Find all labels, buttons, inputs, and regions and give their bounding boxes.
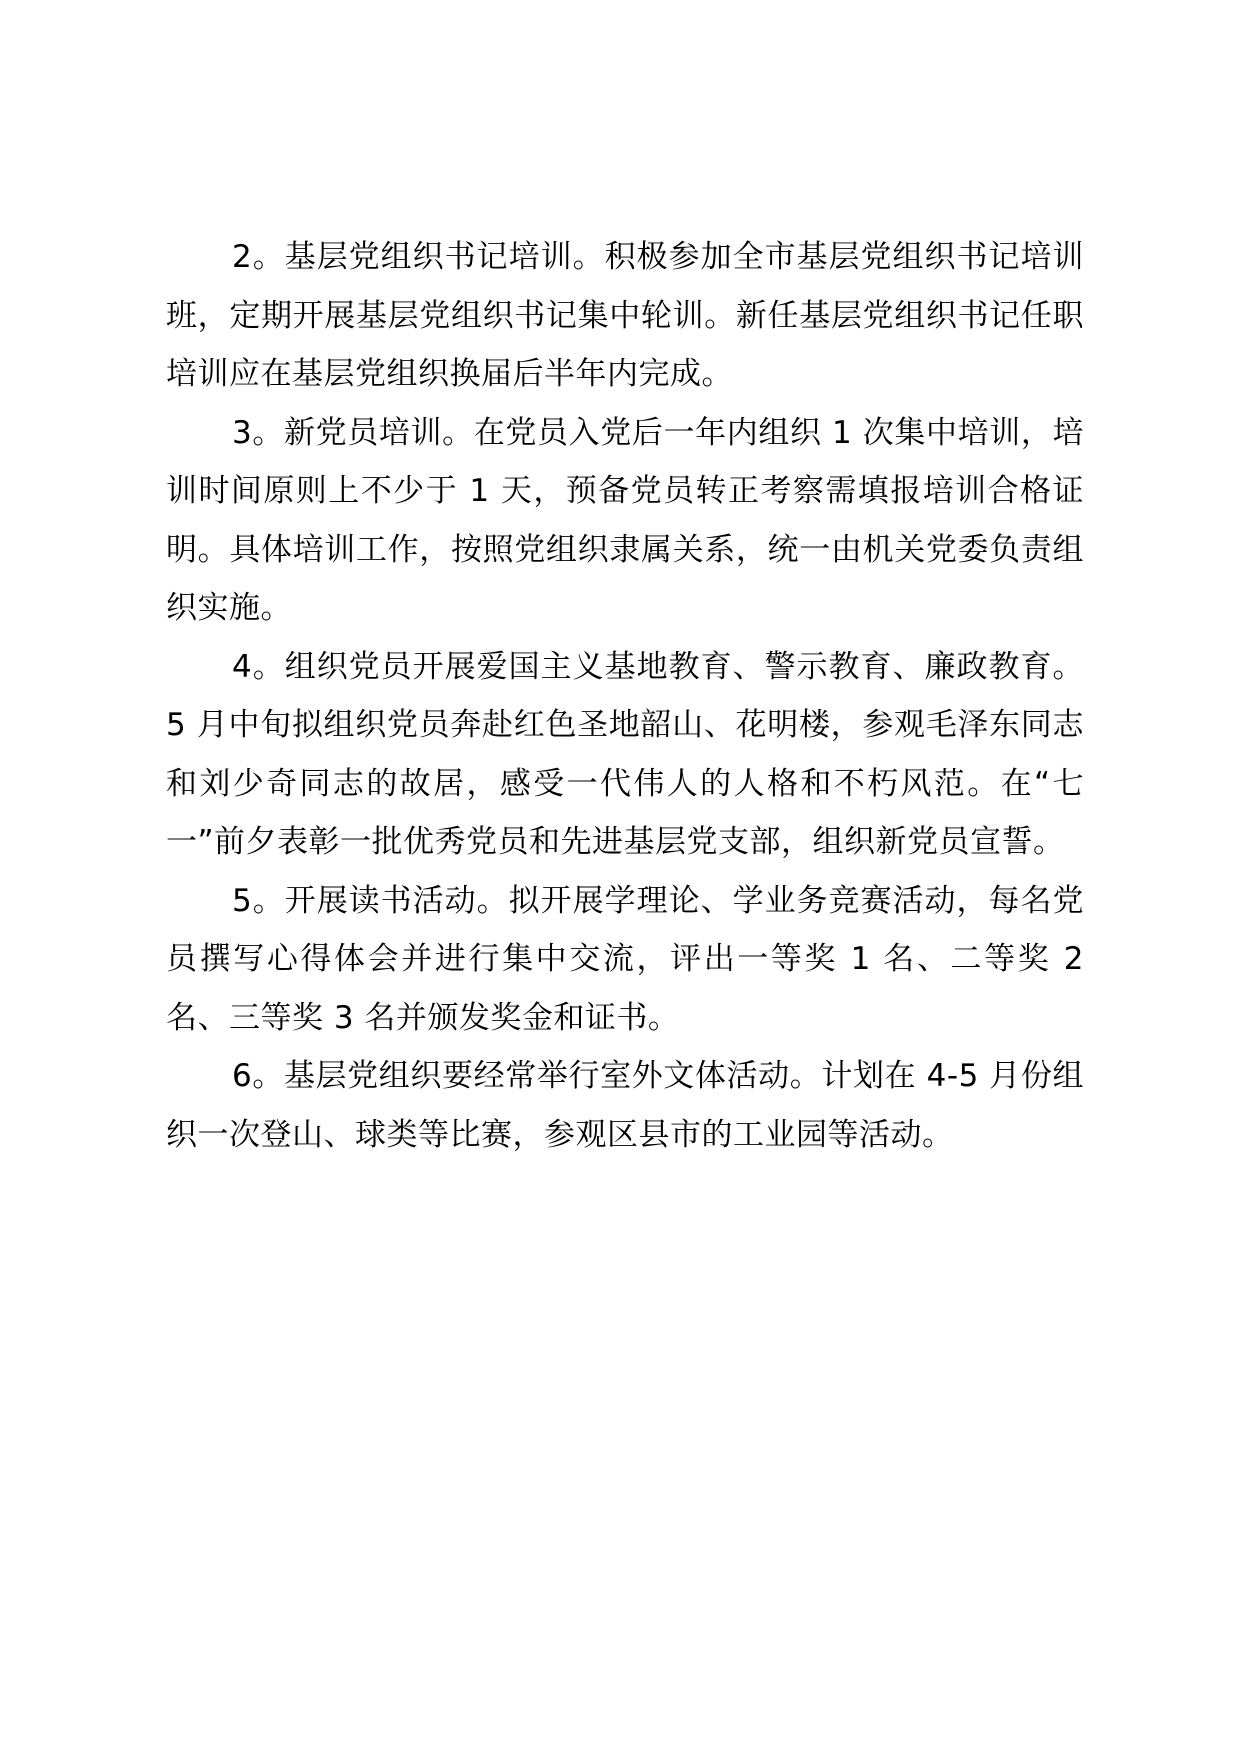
paragraph-item-5: 5。开展读书活动。拟开展学理论、学业务竞赛活动，每名党员撰写心得体会并进行集中交流，评出一等奖 1 名、二等奖 2 名、三等奖 3 名并颁发奖金和证书。 <box>166 882 1084 1036</box>
paragraph-item-6: 6。基层党组织要经常举行室外文体活动。计划在 4-5 月份组织一次登山、球类等比赛，参观区县市的工业园等活动。 <box>166 1058 1084 1153</box>
paragraph-item-4: 4。组织党员开展爱国主义基地教育、警示教育、廉政教育。5 月中旬拟组织党员奔赴红色圣地韶山、花明楼，参观毛泽东同志和刘少奇同志的故居，感受一代伟人的人格和不朽风范。在“七一”前夕表彰一批优秀党员和先进基层党支部，组织新党员宣誓。 <box>166 648 1084 860</box>
paragraph-item-3: 3。新党员培训。在党员入党后一年内组织 1 次集中培训，培训时间原则上不少于 1 天，预备党员转正考察需填报培训合格证明。具体培训工作，按照党组织隶属关系，统一由机关党委负责组织实施。 <box>166 414 1084 626</box>
paragraph-item-2: 2。基层党组织书记培训。积极参加全市基层党组织书记培训班，定期开展基层党组织书记集中轮训。新任基层党组织书记任职培训应在基层党组织换届后半年内完成。 <box>166 239 1084 392</box>
document-body <box>166 228 1084 1164</box>
